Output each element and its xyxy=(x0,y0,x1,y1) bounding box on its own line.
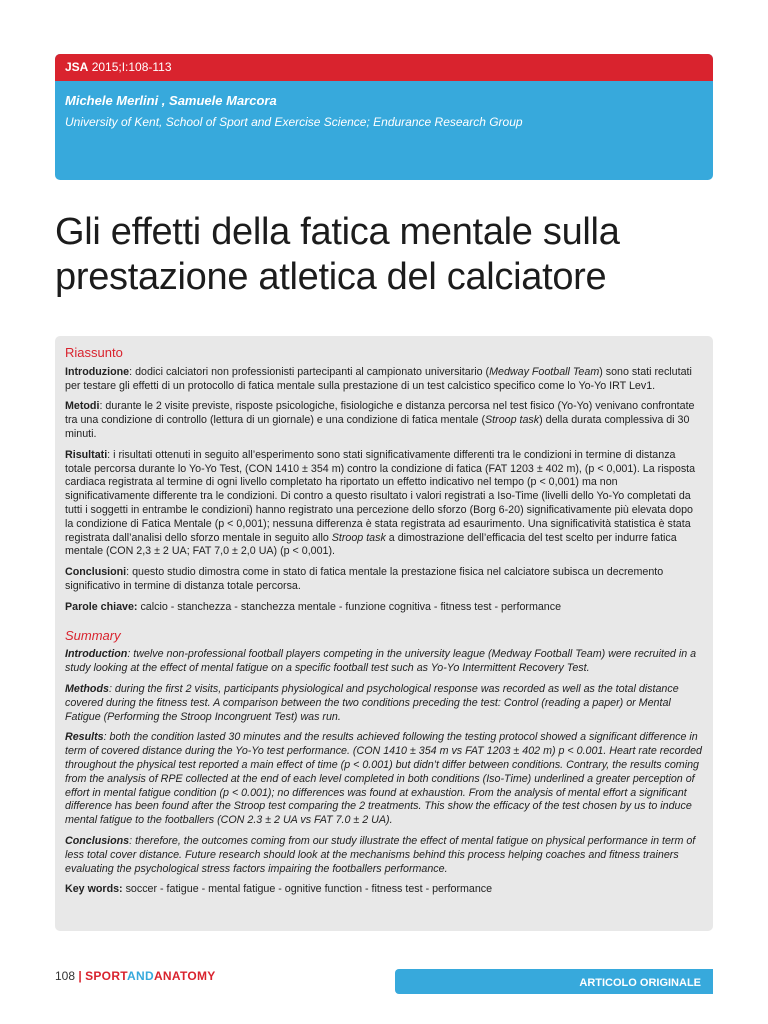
article-title xyxy=(55,210,735,300)
text: : durante le 2 visite previste, risposte psicologiche, fisiologiche e distanza percorsa nel test fisico (Yo-Yo) venivano confrontate tra una condizione di controllo (lettura di un giornale) e una condizione di fatica mentale ( xyxy=(65,400,695,427)
text: : therefore, the outcomes coming from our study illustrate the effect of mental fatigue on physical performance in term of less total cover distance. Future research should look at the mechanisms behind this process helping coaches and fitness trainers evaluating the psychological stress factors impairing the footballers performance. xyxy=(65,834,696,875)
team-name: Medway Football Team xyxy=(489,365,600,378)
key-words xyxy=(65,883,703,897)
label: Conclusions xyxy=(65,834,130,847)
page-footer xyxy=(55,969,216,983)
summary-methods xyxy=(65,683,703,724)
citation: 2015;I:108-113 xyxy=(91,60,172,74)
text: : dodici calciatori non professionisti partecipanti al campionato universitario ( xyxy=(129,365,490,378)
summary-results xyxy=(65,731,703,828)
journal-brand xyxy=(85,969,216,983)
title-line-1: Gli effetti della fatica mentale sulla xyxy=(55,211,620,253)
text: : i risultati ottenuti in seguito all’esperimento sono stati significativamente differenti tra le condizioni in termine di distanza totale percorsa durante lo Yo-Yo Test, (CON 1410 ± 354 m) contro la condizione di fatica (FAT 1203 ± 402 m), (p < 0,001). La risposta cardiaca registrata al termine di ogni livello completato ha riportato un effetto indicativo nel tempo (p < 0,001) ma non significativamente differente tra le condizioni. Di contro a questo risultato i valori registrati a Iso-Time (livelli dello Yo-Yo completati da tutti i soggetti in entrambe le condizioni) hanno registrato una percezione dello sforzo (Borg 6-20) significativamente più elevata dopo la condizione di Fatica Mentale (p < 0,001); nessuna differenza è stata registrata ad esaurimento. Una significatività statistica è stata registrata dall’analisi dello sforzo mentale in seguito allo xyxy=(65,448,696,544)
stroop-term: Stroop task xyxy=(485,414,540,427)
stroop-term: Stroop task xyxy=(331,531,386,544)
summary-conclusions xyxy=(65,835,703,876)
brand-sport: SPORT xyxy=(85,969,128,983)
text: : both the condition lasted 30 minutes and the results achieved following the testing protocol showed a significant difference in term of covered distance during the Yo-Yo test performance. (CON 1410 ± 354 m vs FAT 1203 ± 402 m) p < 0.001. Heart rate recorded throughout the physical test reported a main effect of time (p < 0.001) but didn’t differ between conditions. Contrary, the results coming from the analysis of RPE collected at the end of each level completed in both conditions (Iso-Time) underlined a greater perception of effort in mental fatigue condition (p < 0.001); no differences was found at exhaustion. From the analysis of mental effort a significant difference has been found after the Stroop test comparing the 2 treatments. This show the efficacy of the test chosen by us to induce mental fatigue to the footballers (CON 2.3 ± 2 UA vs FAT 7.0 ± 2 UA). xyxy=(65,731,702,827)
journal-name: JSA xyxy=(65,60,89,74)
text: ) della durata complessiva di 30 minuti. xyxy=(65,414,690,440)
label: Risultati xyxy=(65,448,108,461)
article-header xyxy=(55,54,713,180)
summary-heading: Summary xyxy=(65,627,121,643)
footer-separator: | xyxy=(78,969,82,983)
page-number: 108 xyxy=(55,969,76,983)
text: : twelve non-professional football players competing in the university league (Medway Football Team) were recruited in a study looking at the effect of mental fatigue on a specific football test such as Yo-Yo Intermittent Recovery Test. xyxy=(65,648,697,675)
authors: Michele Merlini , Samuele Marcora xyxy=(65,93,277,108)
riassunto-heading: Riassunto xyxy=(65,345,123,360)
label: Methods xyxy=(65,682,109,695)
text: : questo studio dimostra come in stato di fatica mentale la prestazione fisica nel calciatore subisca un decremento significativo in termine di distanza totale percorsa. xyxy=(65,566,664,592)
keywords: calcio - stanchezza - stanchezza mentale - funzione cognitiva - fitness test - performance xyxy=(137,600,562,613)
citation-band xyxy=(55,54,713,81)
label: Metodi xyxy=(65,400,100,413)
text: : during the first 2 visits, participants physiological and psychological response was recorded as well as the total distance covered during the fitness test. A comparison between the two conditions preceding the test: Control (reading a paper) or Mental Fatigue (Performing the Stroop Incongruent Test) was run. xyxy=(65,682,679,723)
riassunto-introduzione xyxy=(65,366,703,394)
summary-introduction xyxy=(65,648,703,676)
keywords: soccer - fatigue - mental fatigue - ognitive function - fitness test - performance xyxy=(122,883,493,896)
riassunto-risultati xyxy=(65,449,703,559)
article-type-badge: ARTICOLO ORIGINALE xyxy=(395,969,713,994)
riassunto-metodi xyxy=(65,400,703,441)
abstract-box xyxy=(55,336,713,931)
text: a dimostrazione dell’efficacia del test scelto per indurre fatica mentale (CON 2,3 ± 2 UA; FAT 7,0 ± 2,0 UA) (p < 0,001). xyxy=(65,531,677,558)
label: Introduzione xyxy=(65,365,130,378)
parole-chiave xyxy=(65,601,703,615)
label: Introduction xyxy=(65,648,128,661)
label: Parole chiave: xyxy=(65,600,138,613)
label: Results xyxy=(65,731,104,744)
label: Key words: xyxy=(65,883,123,896)
text: ) sono stati reclutati per testare gli effetti di un protocollo di fatica mentale sulla prestazione di un test calcistico specifico come lo Yo-Yo IRT Lev1. xyxy=(65,365,692,392)
affiliation: University of Kent, School of Sport and Exercise Science; Endurance Research Group xyxy=(65,115,523,129)
riassunto-conclusioni xyxy=(65,566,703,594)
title-line-2: prestazione atletica del calciatore xyxy=(55,256,607,298)
summary-section xyxy=(65,629,703,898)
brand-anatomy: ANATOMY xyxy=(153,969,216,983)
label: Conclusioni xyxy=(65,566,127,579)
brand-and: AND xyxy=(127,969,154,983)
